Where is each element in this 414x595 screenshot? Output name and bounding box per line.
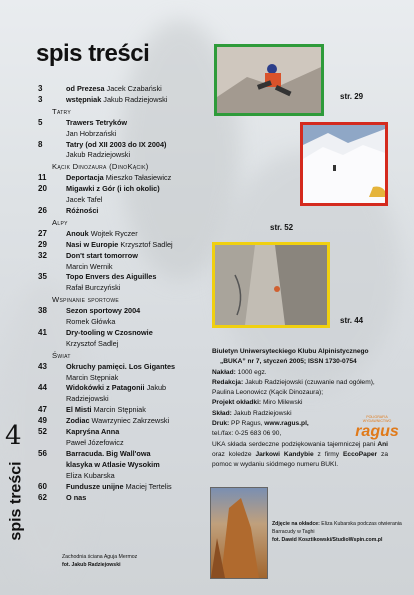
toc-entry-text xyxy=(66,84,213,95)
toc-entry xyxy=(38,240,213,251)
thanks-text: oraz koledze xyxy=(212,450,256,458)
toc-page-number: 11 xyxy=(38,173,47,183)
foot-caption xyxy=(62,553,137,569)
toc-entry xyxy=(38,306,213,317)
climber-illustration xyxy=(217,47,321,113)
toc-article-title: Kapryśna Anna xyxy=(66,427,120,437)
toc-author: Jakub Radziejowski xyxy=(101,94,168,104)
toc-author: Maciej Tertelis xyxy=(123,481,172,491)
druk-website: www.ragus.pl, xyxy=(264,420,309,428)
logo-name: ragus xyxy=(355,423,399,440)
sklad-label: Skład: xyxy=(212,409,232,417)
redakcja-label: Redakcja: xyxy=(212,378,244,386)
toc-entry-text xyxy=(66,493,213,504)
toc-author: Wawrzyniec Zakrzewski xyxy=(89,416,170,426)
toc-author: Jakub Radziejowski xyxy=(66,150,131,160)
table-of-contents xyxy=(38,84,213,503)
toc-entry-text xyxy=(66,140,213,151)
toc-entry xyxy=(38,206,213,217)
toc-entry-text xyxy=(66,206,213,217)
logo-tagline: POLIGRAFIA WYDAWNICTWO xyxy=(362,415,392,423)
toc-entry-text xyxy=(66,173,213,184)
druk-label: Druk: xyxy=(212,420,230,428)
redakcja-value: Jakub Radziejowski (czuwanie nad ogółem), Paulina Leonowicz (Kącik Dinozaura); xyxy=(212,378,375,397)
toc-author: Wojtek Ryczer xyxy=(88,228,138,238)
toc-entry xyxy=(38,328,213,339)
toc-article-title: od Prezesa xyxy=(66,84,105,93)
photo-cover-thumbnail xyxy=(210,487,268,579)
foot-caption-line1: Zachodnia ściana Aguja Mermoz xyxy=(62,554,138,560)
toc-author: Jacek Tafel xyxy=(66,195,103,205)
toc-page-number: 47 xyxy=(38,405,47,415)
toc-page-number: 27 xyxy=(38,228,47,238)
toc-article-title: Migawki z Gór (i ich okolic) xyxy=(66,184,160,194)
toc-entry xyxy=(38,140,213,151)
toc-entry-text xyxy=(66,251,213,262)
toc-author: Krzysztof Sadlej xyxy=(66,338,119,348)
toc-article-title-cont: klasyka w Atlasie Wysokim xyxy=(66,459,160,469)
toc-entry-text xyxy=(66,362,213,373)
toc-article-title: Trawers Tetryków xyxy=(66,117,128,127)
toc-entry-text xyxy=(66,482,213,493)
toc-page-number: 26 xyxy=(38,205,47,215)
toc-article-title: Don't start tomorrow xyxy=(66,250,138,260)
toc-author: Eliza Kubarska xyxy=(66,470,115,480)
toc-author: Jan Hobrzański xyxy=(66,128,117,138)
cover-credit xyxy=(272,520,402,544)
projekt-label: Projekt okładki: xyxy=(212,399,262,407)
toc-section-heading: Wspinanie sportowe xyxy=(52,295,120,305)
caption-str52: str. 52 xyxy=(270,223,294,232)
toc-entry xyxy=(38,184,213,195)
info-line2: „BUKA” nr 7, styczeń 2005; ISSN 1730-0754 xyxy=(220,358,357,366)
page-title: spis treści xyxy=(36,40,150,67)
toc-entry xyxy=(38,405,213,416)
toc-page-number: 56 xyxy=(38,448,47,458)
toc-article-title: O nas xyxy=(66,492,87,502)
druk-value: PP Ragus, xyxy=(229,420,265,428)
snow-illustration xyxy=(303,125,385,203)
toc-entry xyxy=(38,118,213,129)
toc-page-number: 49 xyxy=(38,416,47,426)
toc-article-title: Anouk xyxy=(66,228,89,238)
toc-entry-text xyxy=(66,272,213,283)
toc-entry-text xyxy=(66,95,213,106)
toc-article-title: Sezon sportowy 2004 xyxy=(66,306,141,316)
ragus-logo xyxy=(355,415,399,445)
cover-credit-label: Zdjęcie na okładce: xyxy=(272,521,320,527)
toc-page-number: 8 xyxy=(38,139,43,149)
toc-article-title: Nasi w Europie xyxy=(66,239,119,249)
toc-page-number: 3 xyxy=(38,84,43,93)
toc-entry xyxy=(38,416,213,427)
side-label: spis treści xyxy=(7,461,25,541)
toc-author: Marcin Wernik xyxy=(66,261,113,271)
toc-page-number: 32 xyxy=(38,250,47,260)
toc-page-number: 62 xyxy=(38,492,47,502)
photo-climber-str29 xyxy=(214,44,324,116)
toc-author: Krzysztof Sadlej xyxy=(118,239,173,249)
toc-page-number: 60 xyxy=(38,481,47,491)
toc-page-number: 20 xyxy=(38,184,47,194)
toc-page-number: 29 xyxy=(38,239,47,249)
toc-entry xyxy=(38,362,213,373)
toc-entry-text xyxy=(66,383,213,394)
cover-credit-text: Eliza Kubarska podczas otwierania Barracudy w Taghi xyxy=(272,521,402,535)
toc-article-title: Okruchy pamięci. Los Gigantes xyxy=(66,361,176,371)
toc-article-title: Deportacja xyxy=(66,173,104,183)
toc-page-number: 41 xyxy=(38,327,47,337)
toc-article-title: Topo Envers des Aiguilles xyxy=(66,272,157,282)
wall-illustration xyxy=(215,245,327,325)
photo-wall-str44 xyxy=(212,242,330,328)
toc-entry-text xyxy=(66,306,213,317)
toc-entry-text xyxy=(66,118,213,129)
foot-caption-line2: fot. Jakub Radziejowski xyxy=(62,562,121,568)
thanks-name: Ani xyxy=(377,440,388,448)
toc-article-title: Dry-tooling w Czosnowie xyxy=(66,327,153,337)
toc-article-title: Barracuda. Big Wall'owa xyxy=(66,448,151,458)
page-number: 4 xyxy=(5,421,22,451)
cover-credit-photographer: fot. Dawid Kosztikowski/StudioWspin.com.pl xyxy=(272,537,383,543)
toc-entry xyxy=(38,449,213,460)
toc-section-heading: Świat xyxy=(52,350,71,360)
toc-author: Rafał Burczyński xyxy=(66,283,121,293)
toc-author: Jacek Czabański xyxy=(104,84,162,93)
toc-entry-text xyxy=(66,416,213,427)
info-line1: Biuletyn Uniwersyteckiego Klubu Alpinistycznego xyxy=(212,348,369,355)
toc-entry-text xyxy=(66,240,213,251)
toc-page-number: 5 xyxy=(38,117,43,127)
toc-page-number: 3 xyxy=(38,94,43,104)
toc-author: Romek Główka xyxy=(66,317,116,327)
toc-page-number: 38 xyxy=(38,306,47,316)
thanks-text: z firmy xyxy=(313,450,343,458)
toc-section-heading: Tatry xyxy=(52,106,72,116)
toc-article-title: Tatry (od XII 2003 do IX 2004) xyxy=(66,139,167,149)
toc-entry xyxy=(38,84,213,95)
toc-section-heading: Alpy xyxy=(52,217,68,227)
toc-author: Paweł Józefowicz xyxy=(66,438,124,447)
toc-page-number: 35 xyxy=(38,272,47,282)
toc-author: Marcin Stępniak xyxy=(66,372,119,382)
toc-entry-text xyxy=(66,184,213,195)
toc-author: Marcin Stępniak xyxy=(91,405,146,415)
toc-entry-text xyxy=(66,449,213,460)
toc-entry-text xyxy=(66,427,213,438)
toc-entry xyxy=(38,251,213,262)
caption-str44: str. 44 xyxy=(340,316,364,325)
toc-entry-text xyxy=(66,229,213,240)
toc-article-title: Widokówki z Patagonii xyxy=(66,383,145,393)
thanks-name: Jarkowi Kandybie xyxy=(255,450,314,458)
thanks-text: UKA składa serdeczne podziękowania tajemniczej pani xyxy=(212,440,378,448)
druk-phone: tel./fax: 0-25 683 06 90, xyxy=(212,430,282,438)
caption-str29: str. 29 xyxy=(340,92,364,101)
photo-snow-str52 xyxy=(300,122,388,206)
toc-article-title: Różności xyxy=(66,205,99,215)
toc-author: Jakub xyxy=(144,383,167,393)
naklad-label: Nakład: xyxy=(212,368,236,376)
projekt-value: Miro Milewski xyxy=(261,399,303,407)
toc-article-title: El Misti xyxy=(66,405,92,415)
toc-entry xyxy=(38,95,213,106)
toc-entry xyxy=(38,229,213,240)
toc-article-title: wstępniak xyxy=(66,94,102,104)
toc-author: Radziejowski xyxy=(66,394,109,404)
toc-author: Mieszko Tałasiewicz xyxy=(103,173,172,183)
thanks-company: EccoPaper xyxy=(343,450,378,458)
toc-entry-text xyxy=(66,405,213,416)
toc-page-number: 43 xyxy=(38,361,47,371)
toc-entry xyxy=(38,173,213,184)
toc-article-title: Fundusze unijne xyxy=(66,481,124,491)
toc-entry xyxy=(38,427,213,438)
toc-entry xyxy=(38,383,213,394)
toc-section-heading: Kącik Dinozaura (DinoKącik) xyxy=(52,162,149,172)
toc-article-title: Zodiac xyxy=(66,416,90,426)
toc-entry xyxy=(38,482,213,493)
toc-entry xyxy=(38,272,213,283)
sklad-value: Jakub Radziejowski xyxy=(231,409,292,417)
publication-info xyxy=(212,347,388,471)
toc-page-number: 44 xyxy=(38,383,47,393)
toc-entry xyxy=(38,493,213,504)
cover-illustration xyxy=(211,488,267,578)
toc-entry-text xyxy=(66,328,213,339)
naklad-value: 1000 egz. xyxy=(235,368,267,376)
thanks-text: za pomoc w wydaniu siódmego numeru BUKI. xyxy=(212,450,388,469)
toc-page-number: 52 xyxy=(38,427,47,437)
